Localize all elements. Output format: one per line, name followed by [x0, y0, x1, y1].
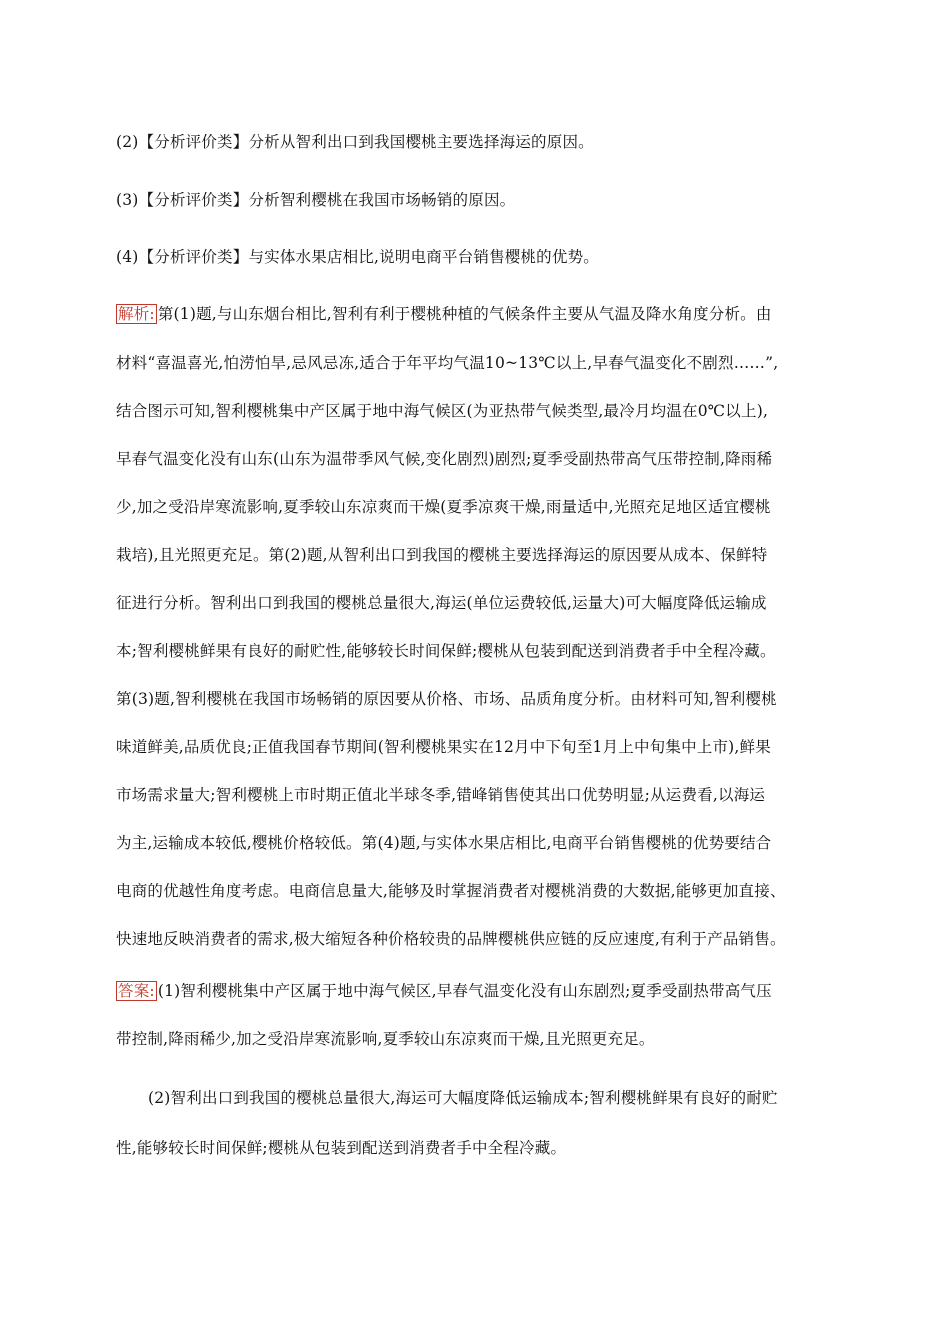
- answer-line-1: 答案: (1)智利樱桃集中产区属于地中海气候区,早春气温变化没有山东剧烈;夏季受副热带高气压: [118, 982, 772, 1000]
- analysis-line-11: 市场需求量大;智利樱桃上市时期正值北半球冬季,错峰销售使其出口优势明显;从运费看,以海运: [116, 786, 766, 804]
- analysis-line-5: 少,加之受沿岸寒流影响,夏季较山东凉爽而干燥(夏季凉爽干燥,雨量适中,光照充足地区适宜樱桃: [116, 498, 771, 516]
- analysis-line-2: 材料“喜温喜光,怕涝怕旱,忌风忌冻,适合于年平均气温10~13℃以上,早春气温变化不剧烈……”,: [116, 354, 779, 372]
- question-4: (4)【分析评价类】与实体水果店相比,说明电商平台销售樱桃的优势。: [116, 248, 599, 266]
- analysis-line-6: 栽培),且光照更充足。第(2)题,从智利出口到我国的樱桃主要选择海运的原因要从成本、保鲜特: [116, 546, 768, 564]
- analysis-line-12: 为主,运输成本较低,樱桃价格较低。第(4)题,与实体水果店相比,电商平台销售樱桃的优势要结合: [116, 834, 772, 852]
- analysis-line-13: 电商的优越性角度考虑。电商信息量大,能够及时掌握消费者对樱桃消费的大数据,能够更加直接、: [116, 882, 786, 900]
- analysis-line-8: 本;智利樱桃鲜果有良好的耐贮性,能够较长时间保鲜;樱桃从包装到配送到消费者手中全程冷藏。: [116, 642, 776, 660]
- analysis-line-3: 结合图示可知,智利樱桃集中产区属于地中海气候区(为亚热带气候类型,最冷月均温在0℃以上),: [116, 402, 769, 420]
- analysis-line-4: 早春气温变化没有山东(山东为温带季风气候,变化剧烈)剧烈;夏季受副热带高气压带控制,降雨稀: [116, 450, 773, 468]
- question-2: (2)【分析评价类】分析从智利出口到我国樱桃主要选择海运的原因。: [116, 133, 594, 151]
- analysis-line-10: 味道鲜美,品质优良;正值我国春节期间(智利樱桃果实在12月中下旬至1月上中旬集中上市),鲜果: [116, 738, 771, 756]
- question-3: (3)【分析评价类】分析智利樱桃在我国市场畅销的原因。: [116, 191, 516, 209]
- analysis-label: 解析:: [118, 305, 155, 323]
- answer-part2-line-2: 性,能够较长时间保鲜;樱桃从包装到配送到消费者手中全程冷藏。: [116, 1139, 567, 1157]
- analysis-line-7: 征进行分析。智利出口到我国的樱桃总量很大,海运(单位运费较低,运量大)可大幅度降低运输成: [116, 594, 767, 612]
- analysis-line-1: 解析: 第(1)题,与山东烟台相比,智利有利于樱桃种植的气候条件主要从气温及降水角度分析。由: [118, 305, 772, 323]
- analysis-line-14: 快速地反映消费者的需求,极大缩短各种价格较贵的品牌樱桃供应链的反应速度,有利于产品销售。: [116, 930, 786, 948]
- answer-part2-line-1: (2)智利出口到我国的樱桃总量很大,海运可大幅度降低运输成本;智利樱桃鲜果有良好的耐贮: [148, 1089, 778, 1107]
- answer-label: 答案:: [118, 982, 155, 1000]
- analysis-line-9: 第(3)题,智利樱桃在我国市场畅销的原因要从价格、市场、品质角度分析。由材料可知,智利樱桃: [116, 690, 777, 708]
- answer-line-2: 带控制,降雨稀少,加之受沿岸寒流影响,夏季较山东凉爽而干燥,且光照更充足。: [116, 1030, 655, 1048]
